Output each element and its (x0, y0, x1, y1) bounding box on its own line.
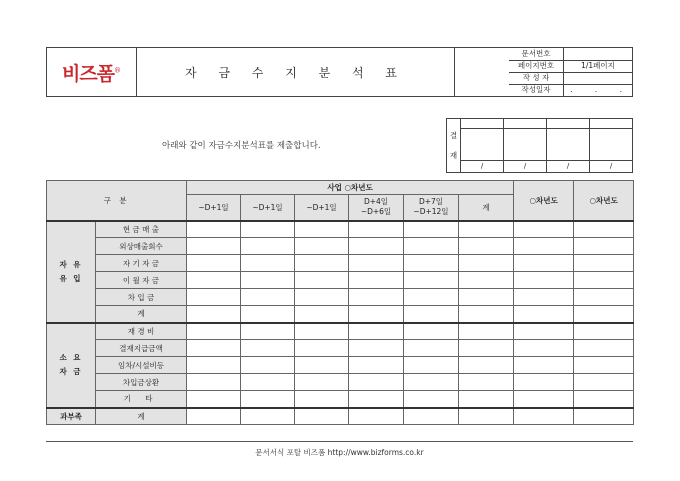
value-cell[interactable] (349, 272, 404, 289)
value-cell[interactable] (459, 374, 514, 391)
value-cell[interactable] (241, 323, 295, 340)
meta-row-date: 작성일자 . . . (509, 84, 632, 96)
value-cell[interactable] (514, 272, 574, 289)
value-cell[interactable] (241, 374, 295, 391)
header-group-year: 사업 ○차년도 (187, 181, 514, 195)
value-cell[interactable] (349, 221, 404, 238)
value-cell[interactable] (187, 374, 241, 391)
table-row (47, 340, 634, 357)
value-cell[interactable] (241, 272, 295, 289)
value-cell[interactable] (349, 374, 404, 391)
value-cell[interactable] (404, 238, 459, 255)
table-row (47, 272, 634, 289)
value-cell[interactable] (404, 221, 459, 238)
footer-divider (46, 441, 633, 442)
value-cell[interactable] (574, 238, 634, 255)
value-cell[interactable] (187, 306, 241, 323)
value-cell[interactable] (574, 272, 634, 289)
value-cell[interactable] (404, 408, 459, 425)
value-cell[interactable] (349, 238, 404, 255)
value-cell[interactable] (349, 289, 404, 306)
value-cell[interactable] (574, 306, 634, 323)
value-cell[interactable] (295, 408, 349, 425)
value-cell[interactable] (459, 340, 514, 357)
value-cell[interactable] (404, 340, 459, 357)
value-cell[interactable] (404, 272, 459, 289)
intro-text: 아래와 같이 자금수지분석표를 제출합니다. (162, 141, 321, 151)
value-cell[interactable] (459, 221, 514, 238)
value-cell[interactable] (514, 255, 574, 272)
table-row (47, 255, 634, 272)
value-cell[interactable] (187, 255, 241, 272)
value-cell[interactable] (241, 340, 295, 357)
value-cell[interactable] (574, 221, 634, 238)
value-cell[interactable] (404, 357, 459, 374)
value-cell[interactable] (514, 357, 574, 374)
value-cell[interactable] (187, 408, 241, 425)
value-cell[interactable] (241, 357, 295, 374)
value-cell[interactable] (459, 323, 514, 340)
approval-slot[interactable]: / (590, 119, 632, 172)
value-cell[interactable] (404, 323, 459, 340)
value-cell[interactable] (459, 357, 514, 374)
table-row (47, 357, 634, 374)
meta-row-doc-number: 문서번호 (509, 48, 632, 61)
value-cell[interactable] (295, 238, 349, 255)
value-cell[interactable] (459, 306, 514, 323)
approval-label: 결 재 (447, 119, 461, 172)
table-row (47, 374, 634, 391)
value-cell[interactable] (459, 391, 514, 408)
row-label: 재 경 비 (96, 323, 187, 340)
value-cell[interactable] (295, 323, 349, 340)
header-period: ~D+1일 (187, 195, 241, 221)
meta-row-page-number: 페이지번호 1/1페이지 (509, 60, 632, 73)
value-cell[interactable] (349, 391, 404, 408)
value-cell[interactable] (295, 255, 349, 272)
value-cell[interactable] (295, 306, 349, 323)
header-period: D+4일 ~D+6일 (349, 195, 404, 221)
approval-slot[interactable]: / (547, 119, 590, 172)
value-cell[interactable] (349, 255, 404, 272)
value-cell[interactable] (459, 255, 514, 272)
document-title: 자 금 수 지 분 석 표 (137, 48, 455, 96)
value-cell[interactable] (349, 340, 404, 357)
value-cell[interactable] (574, 408, 634, 425)
value-cell[interactable] (187, 323, 241, 340)
value-cell[interactable] (187, 289, 241, 306)
footer-text: 문서서식 포탈 비즈폼 http://www.bizforms.co.kr (255, 448, 424, 457)
value-cell[interactable] (295, 357, 349, 374)
value-cell[interactable] (514, 306, 574, 323)
value-cell[interactable] (349, 357, 404, 374)
value-cell[interactable] (574, 289, 634, 306)
row-label: 기 타 (96, 391, 187, 408)
value-cell[interactable] (459, 408, 514, 425)
value-cell[interactable] (404, 255, 459, 272)
value-cell[interactable] (574, 323, 634, 340)
header-total: 계 (459, 195, 514, 221)
value-cell[interactable] (459, 289, 514, 306)
header-period: ~D+1일 (295, 195, 349, 221)
value-cell[interactable] (241, 408, 295, 425)
value-cell[interactable] (459, 238, 514, 255)
table-row (47, 391, 634, 408)
fund-flow-table (46, 180, 634, 425)
row-label: 자 기 자 금 (96, 255, 187, 272)
value-cell[interactable] (187, 272, 241, 289)
value-cell[interactable] (187, 221, 241, 238)
header-period: D+7일 ~D+12일 (404, 195, 459, 221)
group-deficit: 과부족 (47, 408, 96, 425)
bizforms-logo: 비즈폼® (61, 62, 122, 85)
value-cell[interactable] (187, 357, 241, 374)
value-cell[interactable] (187, 238, 241, 255)
header-year-2: ○차년도 (574, 181, 634, 221)
value-cell[interactable] (295, 391, 349, 408)
value-cell[interactable] (241, 221, 295, 238)
value-cell[interactable] (241, 306, 295, 323)
value-cell[interactable] (574, 340, 634, 357)
row-label: 계 (96, 306, 187, 323)
value-cell[interactable] (459, 272, 514, 289)
row-label: 이 월 자 금 (96, 272, 187, 289)
value-cell[interactable] (241, 255, 295, 272)
row-label: 임차/시설비등 (96, 357, 187, 374)
value-cell[interactable] (404, 374, 459, 391)
table-row (47, 221, 634, 238)
group-inflow: 자 유 유 입 (47, 221, 96, 323)
table-row (47, 306, 634, 323)
value-cell[interactable] (241, 238, 295, 255)
meta-row-author: 작 성 자 (509, 72, 632, 85)
value-cell[interactable] (295, 374, 349, 391)
value-cell[interactable] (241, 391, 295, 408)
value-cell[interactable] (295, 272, 349, 289)
value-cell[interactable] (295, 340, 349, 357)
value-cell[interactable] (514, 221, 574, 238)
value-cell[interactable] (349, 306, 404, 323)
group-outflow: 소 요 자 금 (47, 323, 96, 408)
row-label: 결재지급금액 (96, 340, 187, 357)
value-cell[interactable] (187, 340, 241, 357)
table-row (47, 408, 634, 425)
row-label: 외상매출회수 (96, 238, 187, 255)
row-label: 계 (96, 408, 187, 425)
document-header (46, 47, 633, 97)
value-cell[interactable] (574, 391, 634, 408)
value-cell[interactable] (349, 408, 404, 425)
logo-cell (47, 48, 137, 96)
table-row (47, 289, 634, 306)
value-cell[interactable] (514, 391, 574, 408)
value-cell[interactable] (514, 323, 574, 340)
approval-slot[interactable]: / (461, 119, 504, 172)
value-cell[interactable] (349, 323, 404, 340)
value-cell[interactable] (514, 408, 574, 425)
header-year-1: ○차년도 (514, 181, 574, 221)
value-cell[interactable] (404, 289, 459, 306)
approval-slot[interactable]: / (504, 119, 547, 172)
row-label: 차입금상환 (96, 374, 187, 391)
value-cell[interactable] (574, 374, 634, 391)
value-cell[interactable] (514, 238, 574, 255)
header-period: ~D+1일 (241, 195, 295, 221)
value-cell[interactable] (404, 391, 459, 408)
value-cell[interactable] (514, 374, 574, 391)
approval-box (446, 118, 633, 173)
value-cell[interactable] (295, 221, 349, 238)
value-cell[interactable] (574, 255, 634, 272)
row-label: 현 금 매 출 (96, 221, 187, 238)
table-row (47, 238, 634, 255)
value-cell[interactable] (514, 289, 574, 306)
document-meta (509, 48, 632, 96)
value-cell[interactable] (574, 357, 634, 374)
value-cell[interactable] (295, 289, 349, 306)
value-cell[interactable] (404, 306, 459, 323)
value-cell[interactable] (187, 391, 241, 408)
value-cell[interactable] (514, 340, 574, 357)
header-gubun: 구 분 (47, 181, 187, 221)
row-label: 차 입 금 (96, 289, 187, 306)
table-row (47, 323, 634, 340)
value-cell[interactable] (241, 289, 295, 306)
